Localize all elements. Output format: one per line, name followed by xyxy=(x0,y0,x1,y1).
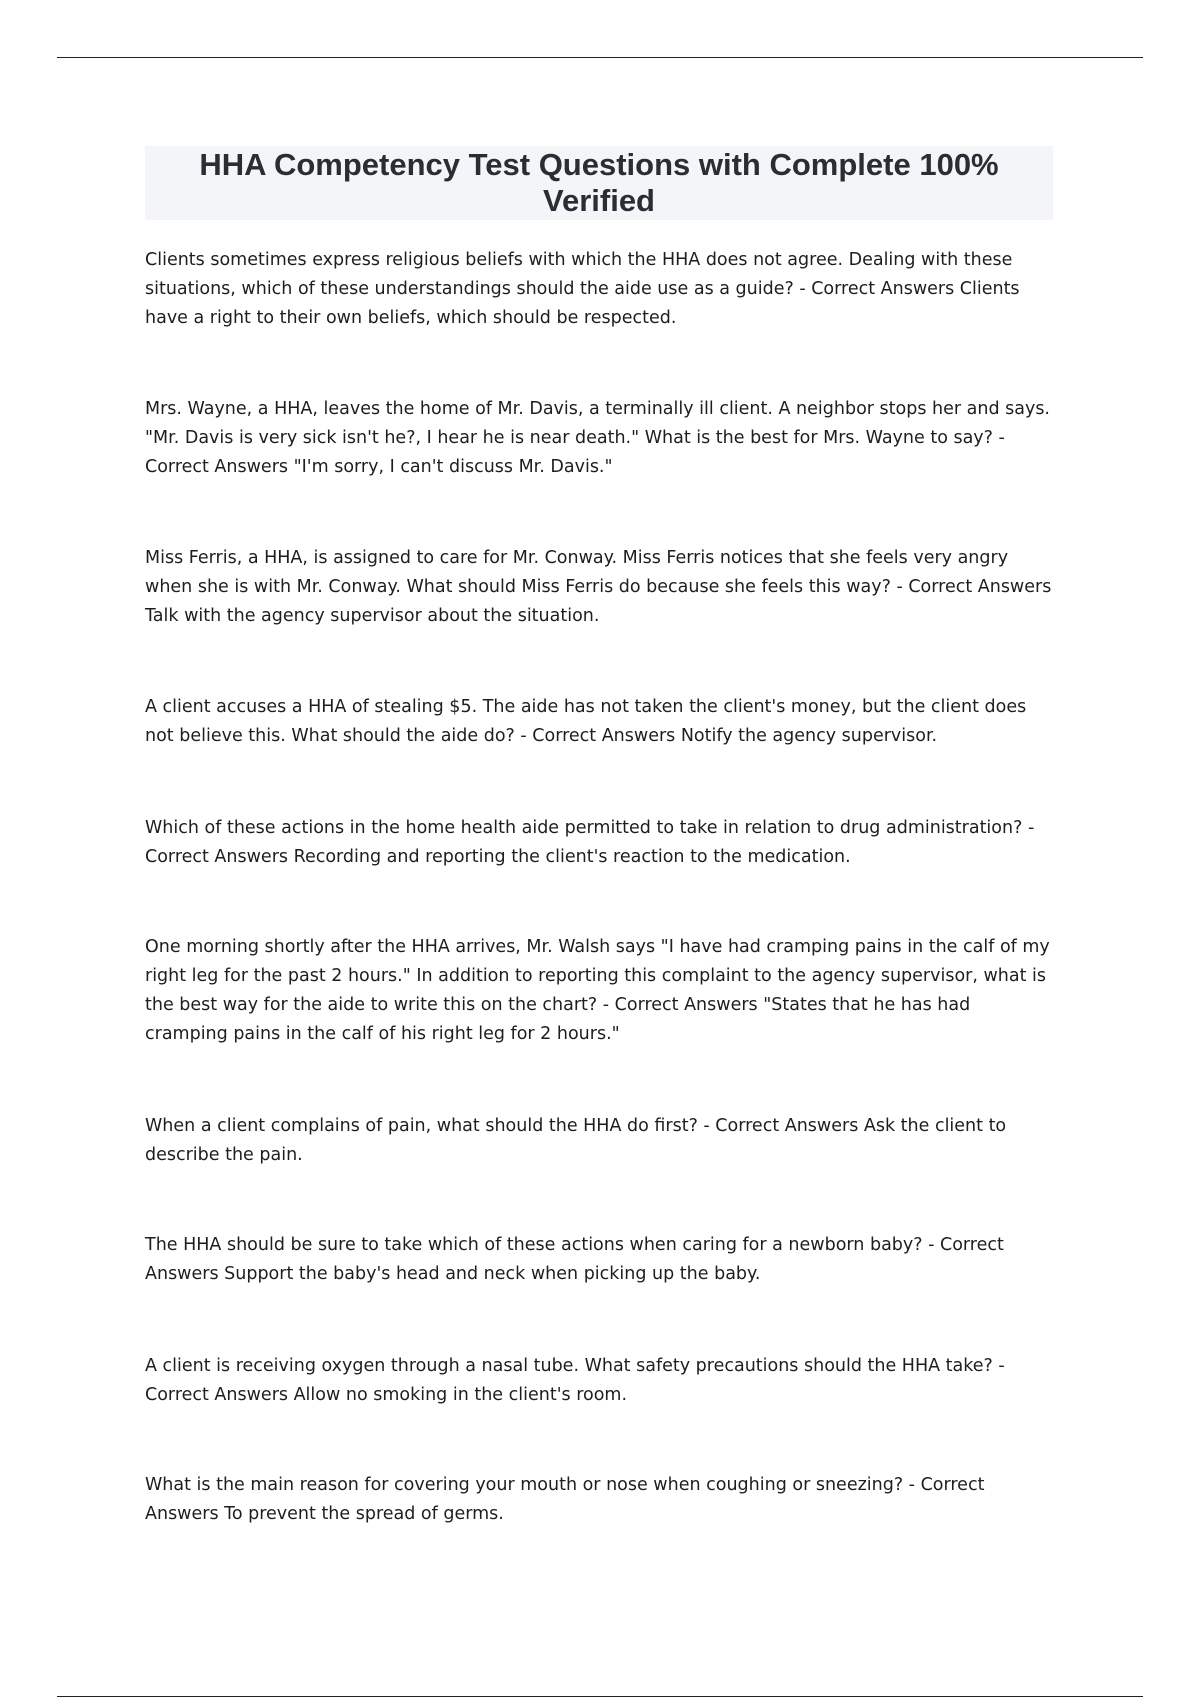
question-item: What is the main reason for covering your mouth or nose when coughing or sneezing? - Correct Answers To prevent the spread of germs. xyxy=(145,1475,985,1524)
question-item: Mrs. Wayne, a HHA, leaves the home of Mr. Davis, a terminally ill client. A neighbor stops her and says. "Mr. Davis is very sick isn't he?, I hear he is near death." What is the best for Mrs. Wayne to say? - Correct Answers "I'm sorry, I can't discuss Mr. Davis." xyxy=(145,399,1050,477)
question-item: Clients sometimes express religious beliefs with which the HHA does not agree. Dealing with these situations, which of these understandings should the aide use as a guide? - Correct Answers Clients have a right to their own beliefs, which should be respected. xyxy=(145,250,1020,328)
bottom-rule xyxy=(57,1696,1143,1697)
question-item: Miss Ferris, a HHA, is assigned to care for Mr. Conway. Miss Ferris notices that she feels very angry when she is with Mr. Conway. What should Miss Ferris do because she feels this way? - Correct Answers Talk with the agency supervisor about the situation. xyxy=(145,548,1052,626)
question-item: Which of these actions in the home health aide permitted to take in relation to drug administration? - Correct Answers Recording and reporting the client's reaction to the medication. xyxy=(145,818,1035,867)
question-item: The HHA should be sure to take which of these actions when caring for a newborn baby? - Correct Answers Support the baby's head and neck when picking up the baby. xyxy=(145,1235,1004,1284)
question-item: When a client complains of pain, what should the HHA do first? - Correct Answers Ask the client to describe the pain. xyxy=(145,1116,1007,1165)
question-item: One morning shortly after the HHA arrives, Mr. Walsh says "I have had cramping pains in the calf of my right leg for the past 2 hours." In addition to reporting this complaint to the agency supervisor, what is the best way for the aide to write this on the chart? - Correct Answers "States that he has had cramping pains in the calf of his right leg for 2 hours." xyxy=(145,937,1050,1044)
question-item: A client accuses a HHA of stealing $5. The aide has not taken the client's money, but the client does not believe this. What should the aide do? - Correct Answers Notify the agency supervisor. xyxy=(145,697,1027,746)
question-item: A client is receiving oxygen through a nasal tube. What safety precautions should the HHA take? - Correct Answers Allow no smoking in the client's room. xyxy=(145,1356,1005,1405)
question-list xyxy=(145,246,1057,1529)
title-banner xyxy=(145,146,1053,220)
document-title: HHA Competency Test Questions with Complete 100% Verified xyxy=(199,147,999,218)
top-rule xyxy=(57,57,1143,58)
